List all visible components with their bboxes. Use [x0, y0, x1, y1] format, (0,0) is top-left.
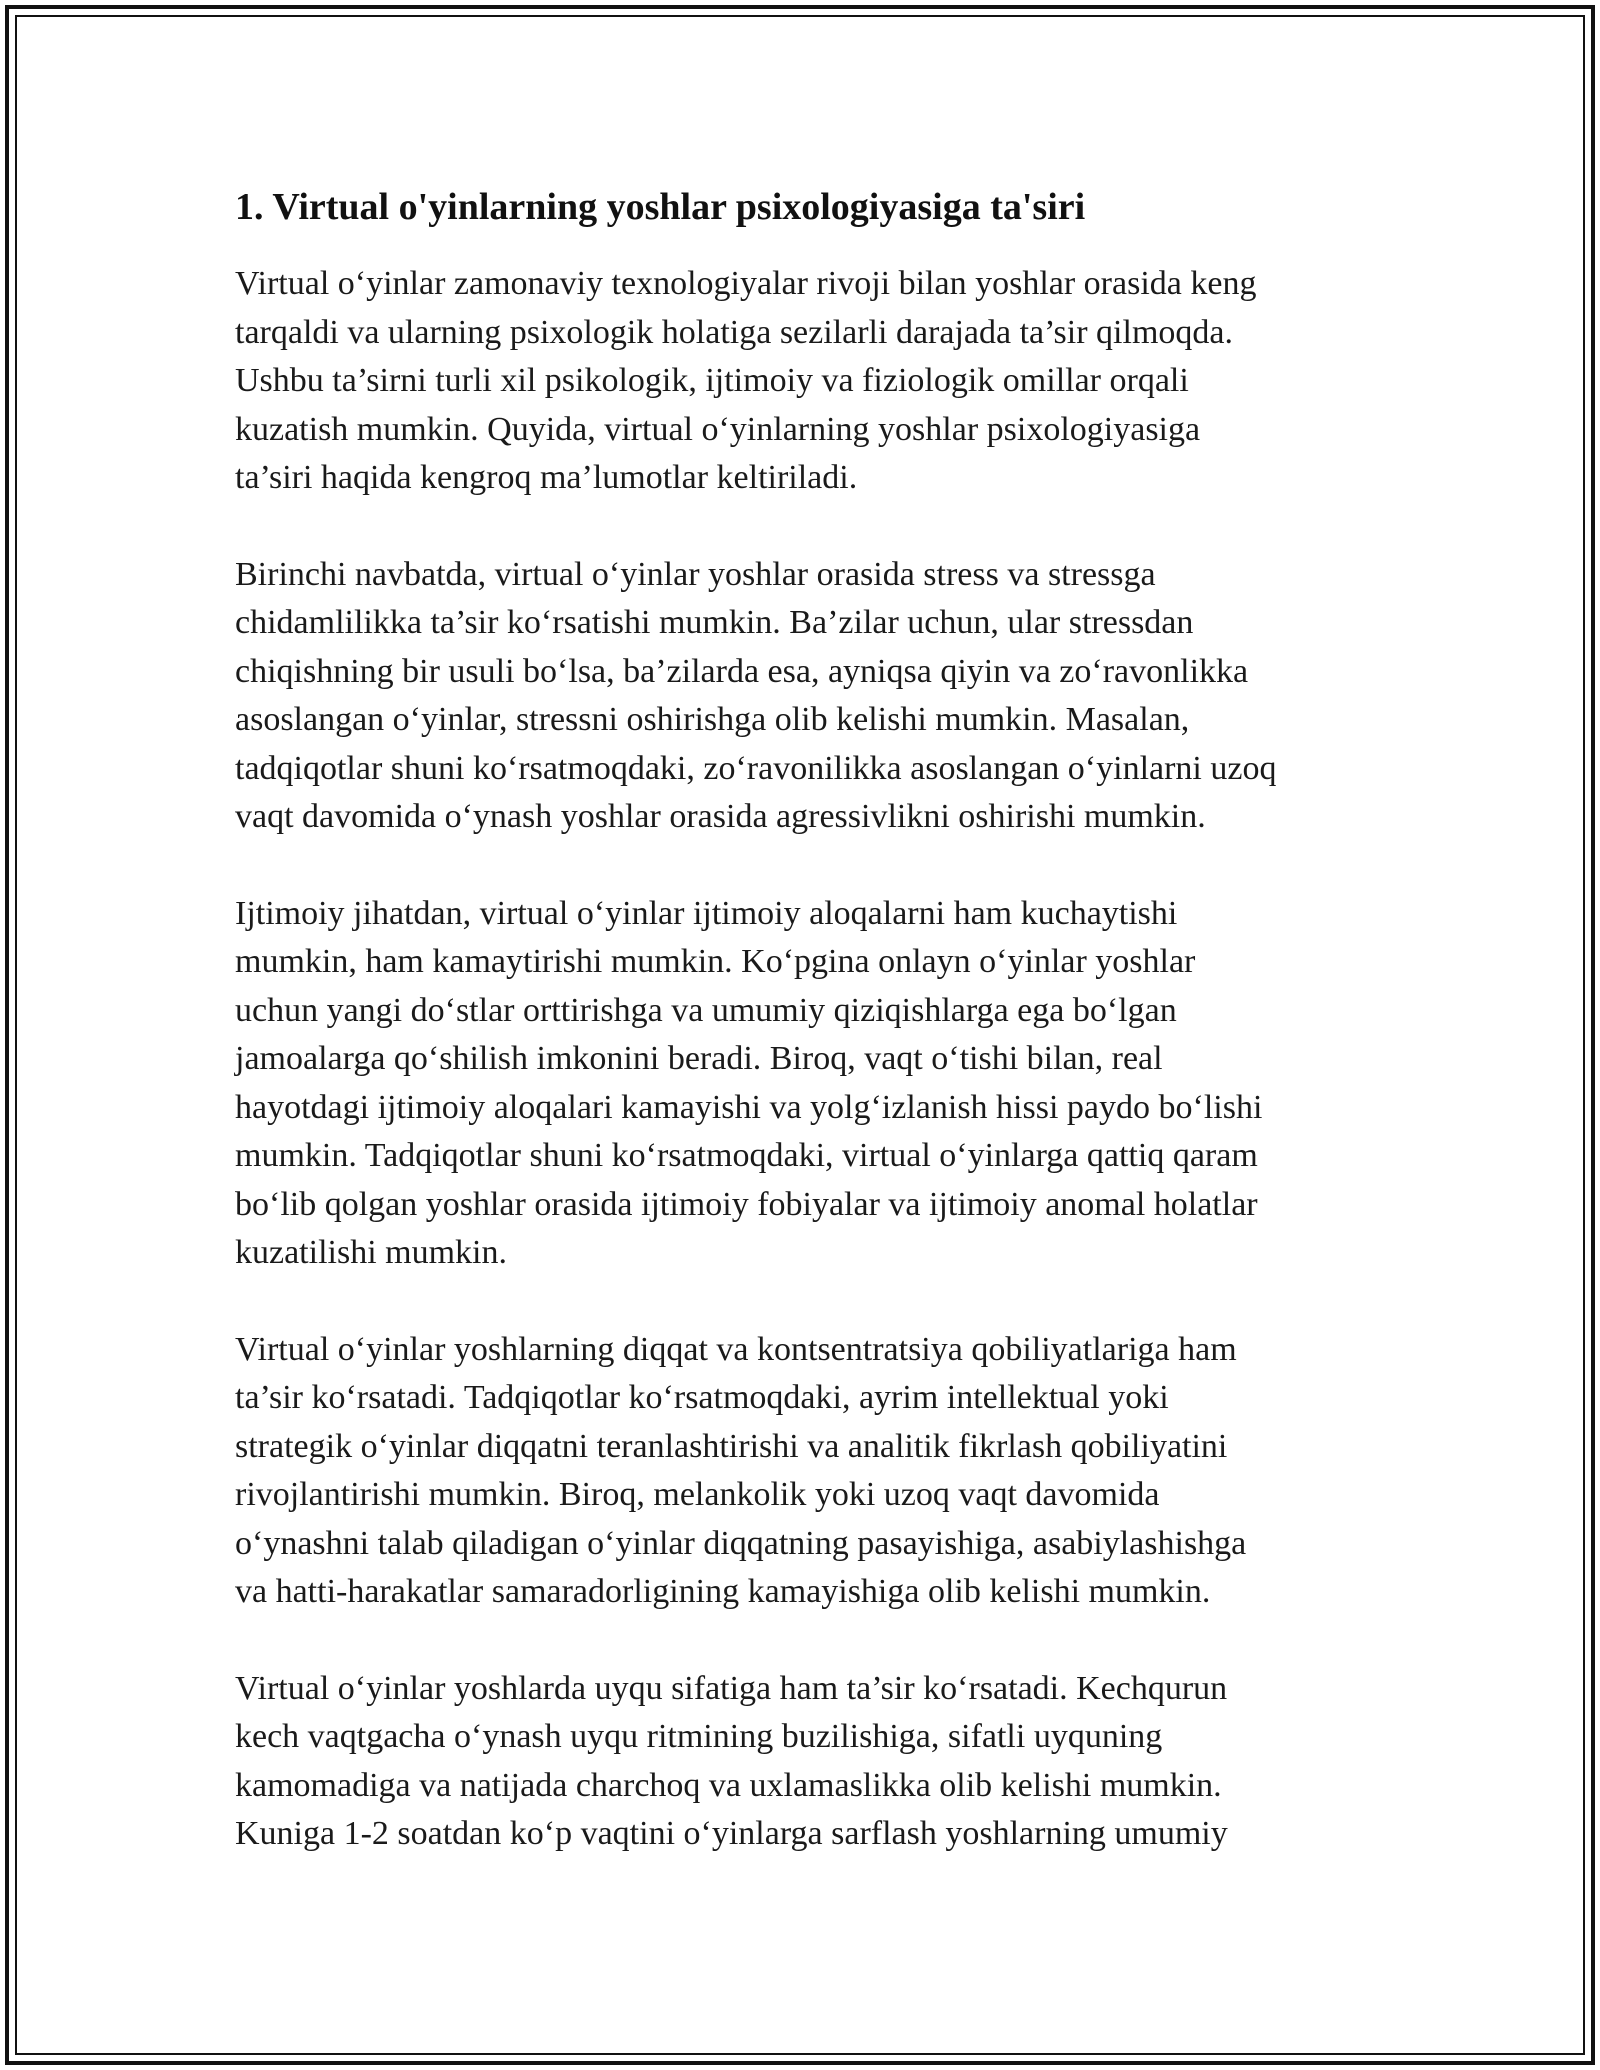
text-line: Ijtimoiy jihatdan, virtual o‘yinlar ijtimoiy aloqalarni ham kuchaytishi	[235, 894, 1178, 932]
paragraph-sleep	[235, 1665, 1365, 1859]
text-line: jamoalarga qo‘shilish imkonini beradi. Biroq, vaqt o‘tishi bilan, real	[235, 1040, 1163, 1078]
text-line: ta’siri haqida kengroq ma’lumotlar keltiriladi.	[235, 459, 858, 497]
text-line: bo‘lib qolgan yoshlar orasida ijtimoiy fobiyalar va ijtimoiy anomal holatlar	[235, 1185, 1258, 1223]
paragraph-attention	[235, 1326, 1365, 1617]
text-line: vaqt davomida o‘ynash yoshlar orasida agressivlikni oshirishi mumkin.	[235, 798, 1206, 836]
text-line: Virtual o‘yinlar yoshlarda uyqu sifatiga ham ta’sir ko‘rsatadi. Kechqurun	[235, 1669, 1228, 1707]
paragraph-social	[235, 890, 1365, 1278]
text-line: o‘ynashni talab qiladigan o‘yinlar diqqatning pasayishiga, asabiylashishga	[235, 1524, 1247, 1562]
text-line: strategik o‘yinlar diqqatni teranlashtirishi va analitik fikrlash qobiliyatini	[235, 1427, 1228, 1465]
paragraph-stress	[235, 551, 1365, 842]
paragraph-intro	[235, 260, 1365, 503]
section-title: 1. Virtual o'yinlarning yoshlar psixologiyasiga ta'siri	[235, 186, 1086, 228]
text-line: ta’sir ko‘rsatadi. Tadqiqotlar ko‘rsatmoqdaki, ayrim intellektual yoki	[235, 1379, 1169, 1417]
text-line: mumkin, ham kamaytirishi mumkin. Ko‘pgina onlayn o‘yinlar yoshlar	[235, 943, 1196, 981]
text-line: uchun yangi do‘stlar orttirishga va umumiy qiziqishlarga ega bo‘lgan	[235, 991, 1177, 1029]
text-line: mumkin. Tadqiqotlar shuni ko‘rsatmoqdaki, virtual o‘yinlarga qattiq qaram	[235, 1137, 1258, 1175]
text-line: Ushbu ta’sirni turli xil psikologik, ijtimoiy va fiziologik omillar orqali	[235, 362, 1189, 400]
document-body	[235, 183, 1365, 1907]
text-line: asoslangan o‘yinlar, stressni oshirishga olib kelishi mumkin. Masalan,	[235, 701, 1190, 739]
text-line: kuzatilishi mumkin.	[235, 1234, 507, 1272]
text-line: chidamlilikka ta’sir ko‘rsatishi mumkin. Ba’zilar uchun, ular stressdan	[235, 604, 1194, 642]
text-line: Virtual o‘yinlar zamonaviy texnologiyalar rivoji bilan yoshlar orasida keng	[235, 265, 1257, 303]
text-line: tadqiqotlar shuni ko‘rsatmoqdaki, zo‘ravonilikka asoslangan o‘yinlarni uzoq	[235, 749, 1277, 787]
text-line: hayotdagi ijtimoiy aloqalari kamayishi va yolg‘izlanish hissi paydo bo‘lishi	[235, 1088, 1263, 1126]
text-line: kech vaqtgacha o‘ynash uyqu ritmining buzilishiga, sifatli uyquning	[235, 1718, 1163, 1756]
text-line: Birinchi navbatda, virtual o‘yinlar yoshlar orasida stress va stressga	[235, 555, 1156, 593]
text-line: Virtual o‘yinlar yoshlarning diqqat va kontsentratsiya qobiliyatlariga ham	[235, 1330, 1237, 1368]
text-line: tarqaldi va ularning psixologik holatiga sezilarli darajada ta’sir qilmoqda.	[235, 313, 1233, 351]
text-line: Kuniga 1-2 soatdan ko‘p vaqtini o‘yinlarga sarflash yoshlarning umumiy	[235, 1815, 1228, 1853]
text-line: kuzatish mumkin. Quyida, virtual o‘yinlarning yoshlar psixologiyasiga	[235, 410, 1201, 448]
text-line: rivojlantirishi mumkin. Biroq, melankolik yoki uzoq vaqt davomida	[235, 1476, 1160, 1514]
text-line: chiqishning bir usuli bo‘lsa, ba’zilarda esa, ayniqsa qiyin va zo‘ravonlikka	[235, 652, 1249, 690]
text-line: va hatti-harakatlar samaradorligining kamayishiga olib kelishi mumkin.	[235, 1573, 1211, 1611]
text-line: kamomadiga va natijada charchoq va uxlamaslikka olib kelishi mumkin.	[235, 1766, 1222, 1804]
